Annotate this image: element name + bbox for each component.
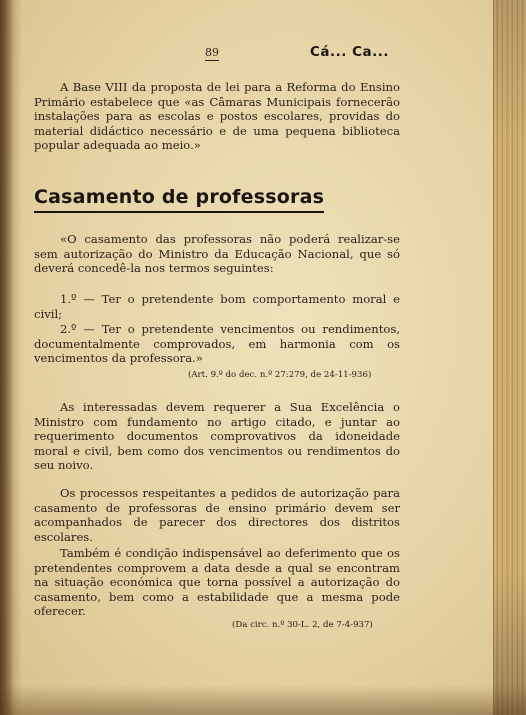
list-item-1: 1.º — Ter o pretendente bom comportamento moral e civil;: [34, 292, 400, 321]
page-edges: [493, 0, 526, 715]
quote-intro: «O casamento das professoras não poderá realizar-se sem autorização do Ministro da Educação Nacional, que só deverá concedê-la nos termos seguintes:: [34, 232, 400, 276]
section-heading: Casamento de professoras: [34, 186, 324, 213]
spine-shadow: [0, 0, 14, 715]
page-number: 89: [205, 46, 219, 59]
paragraph-2: Os processos respeitantes a pedidos de autorização para casamento de professoras de ensino primário devem ser acompanhados de parecer dos directores dos distritos escolares.: [34, 486, 400, 544]
source-citation-2: (Da circ. n.º 30-L. 2, de 7-4-937): [232, 620, 373, 630]
source-citation-1: (Art. 9.º do dec. n.º 27:279, de 24-11-936): [188, 370, 372, 380]
list-item-2: 2.º — Ter o pretendente vencimentos ou rendimentos, documentalmente comprovados, em harmonia com os vencimentos da professora.»: [34, 322, 400, 366]
running-head: Cá... Ca...: [310, 44, 390, 60]
bottom-shade: [0, 685, 526, 715]
intro-paragraph: A Base VIII da proposta de lei para a Reforma do Ensino Primário estabelece que «as Câmaras Municipais fornecerão instalações para as escolas e postos escolares, providas do material didáctico necessário e de uma pequena biblioteca popular adequada ao meio.»: [34, 80, 400, 153]
paragraph-3: Também é condição indispensável ao deferimento que os pretendentes comprovem a data desde a qual se encontram na situação económica que torna possível a autorização do casamento, bem como a estabilidade que a mesma pode oferecer.: [34, 546, 400, 619]
paragraph-1: As interessadas devem requerer a Sua Excelência o Ministro com fundamento no artigo citado, e juntar ao requerimento documentos comprovativos da idoneidade moral e civil, bem como dos vencimentos ou rendimentos do seu noivo.: [34, 400, 400, 473]
